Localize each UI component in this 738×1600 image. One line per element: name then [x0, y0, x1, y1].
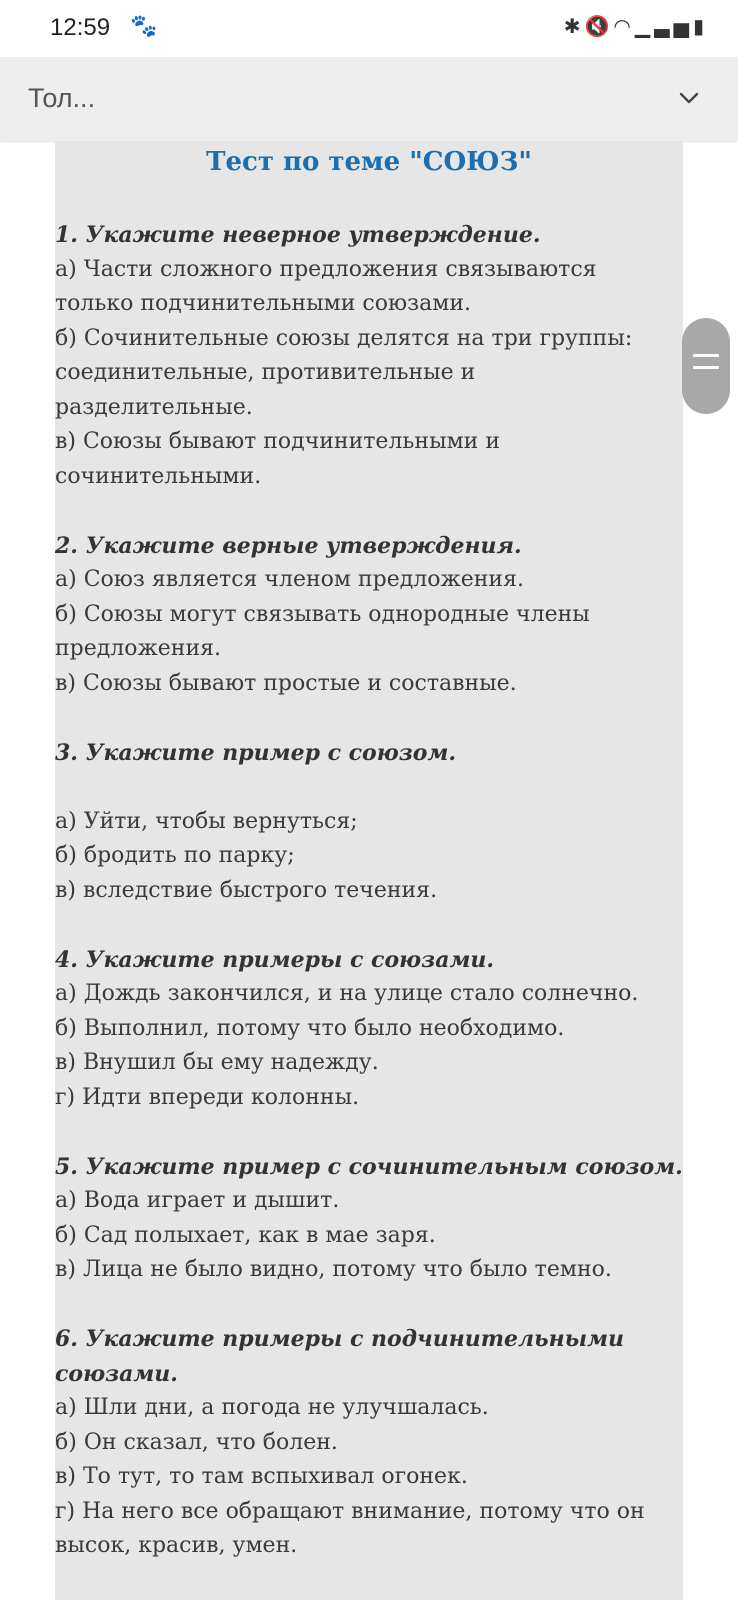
chevron-down-icon[interactable]	[676, 85, 702, 111]
blank-line	[55, 908, 683, 943]
text-line: разделительные.	[55, 394, 253, 420]
blank-line	[55, 494, 683, 529]
blank-line	[55, 1115, 683, 1150]
text-line: в) То тут, то там вспыхивал огонек.	[55, 1464, 468, 1489]
document-page	[55, 141, 683, 1600]
question-heading: 5. Укажите пример с сочинительным союзом.	[55, 1153, 683, 1180]
blank-line	[55, 1288, 683, 1323]
text-line: б) Сочинительные союзы делятся на три группы:	[55, 325, 633, 351]
text-line: а) Вода играет и дышит.	[55, 1188, 340, 1213]
toolbar-title[interactable]: Тол...	[28, 83, 96, 113]
text-line: б) Выполнил, потому что было необходимо.	[55, 1015, 565, 1041]
question-heading: 4. Укажите примеры с союзами.	[55, 946, 495, 973]
text-line: только подчинительными союзами.	[55, 291, 472, 316]
text-line: б) Сад полыхает, как в мае заря.	[55, 1222, 436, 1248]
text-line: а) Уйти, чтобы вернуться;	[55, 808, 358, 834]
text-line: соединительные, противительные и	[55, 360, 476, 385]
pawprint-icon: 🐾	[130, 14, 158, 39]
battery-icon: ▮	[692, 14, 708, 38]
grip-line-icon	[693, 366, 719, 369]
text-line: а) Части сложного предложения связываются	[55, 256, 597, 282]
question-heading: 1. Укажите неверное утверждение.	[55, 222, 541, 248]
status-icons	[564, 14, 708, 38]
text-line: в) Лица не было видно, потому что было темно.	[55, 1257, 612, 1282]
mute-icon: 🔇	[584, 14, 614, 38]
question-heading: 6. Укажите примеры с подчинительными	[55, 1326, 624, 1352]
document-body	[55, 218, 683, 1564]
document-title: Тест по теме "СОЮЗ"	[206, 147, 532, 177]
grip-line-icon	[693, 354, 719, 357]
document-toolbar	[0, 57, 738, 141]
question-heading: 2. Укажите верные утверждения.	[55, 532, 522, 559]
status-bar	[0, 0, 738, 57]
text-line: а) Союз является членом предложения.	[55, 567, 524, 592]
scrollbar-thumb[interactable]	[682, 318, 730, 414]
status-time: 12:59	[50, 14, 111, 41]
text-line: предложения.	[55, 636, 221, 661]
text-line: в) Союзы бывают простые и составные.	[55, 670, 517, 696]
question-heading: 3. Укажите пример с союзом.	[55, 739, 457, 766]
text-line: б) Союзы могут связывать однородные члены	[55, 601, 590, 627]
bluetooth-icon: ✱	[563, 14, 585, 38]
text-line: а) Дождь закончился, и на улице стало солнечно.	[55, 981, 639, 1006]
text-line: в) Союзы бывают подчинительными и	[55, 429, 501, 454]
text-line: а) Шли дни, а погода не улучшалась.	[55, 1395, 489, 1420]
blank-line	[55, 701, 683, 736]
text-line: б) бродить по парку;	[55, 843, 295, 868]
question-heading: союзами.	[55, 1360, 178, 1387]
text-line: в) вследствие быстрого течения.	[55, 877, 438, 903]
blank-line	[55, 770, 683, 805]
text-line: высок, красив, умен.	[55, 1533, 298, 1558]
text-line: в) Внушил бы ему надежду.	[55, 1050, 379, 1075]
wifi-icon: ◠	[613, 14, 635, 38]
text-line: б) Он сказал, что болен.	[55, 1429, 338, 1455]
text-line: г) Идти впереди колонны.	[55, 1084, 360, 1110]
text-line: г) На него все обращают внимание, потому что он	[55, 1498, 645, 1524]
text-line: сочинительными.	[55, 463, 262, 489]
signal-icon: ▁▃▅	[634, 14, 693, 38]
